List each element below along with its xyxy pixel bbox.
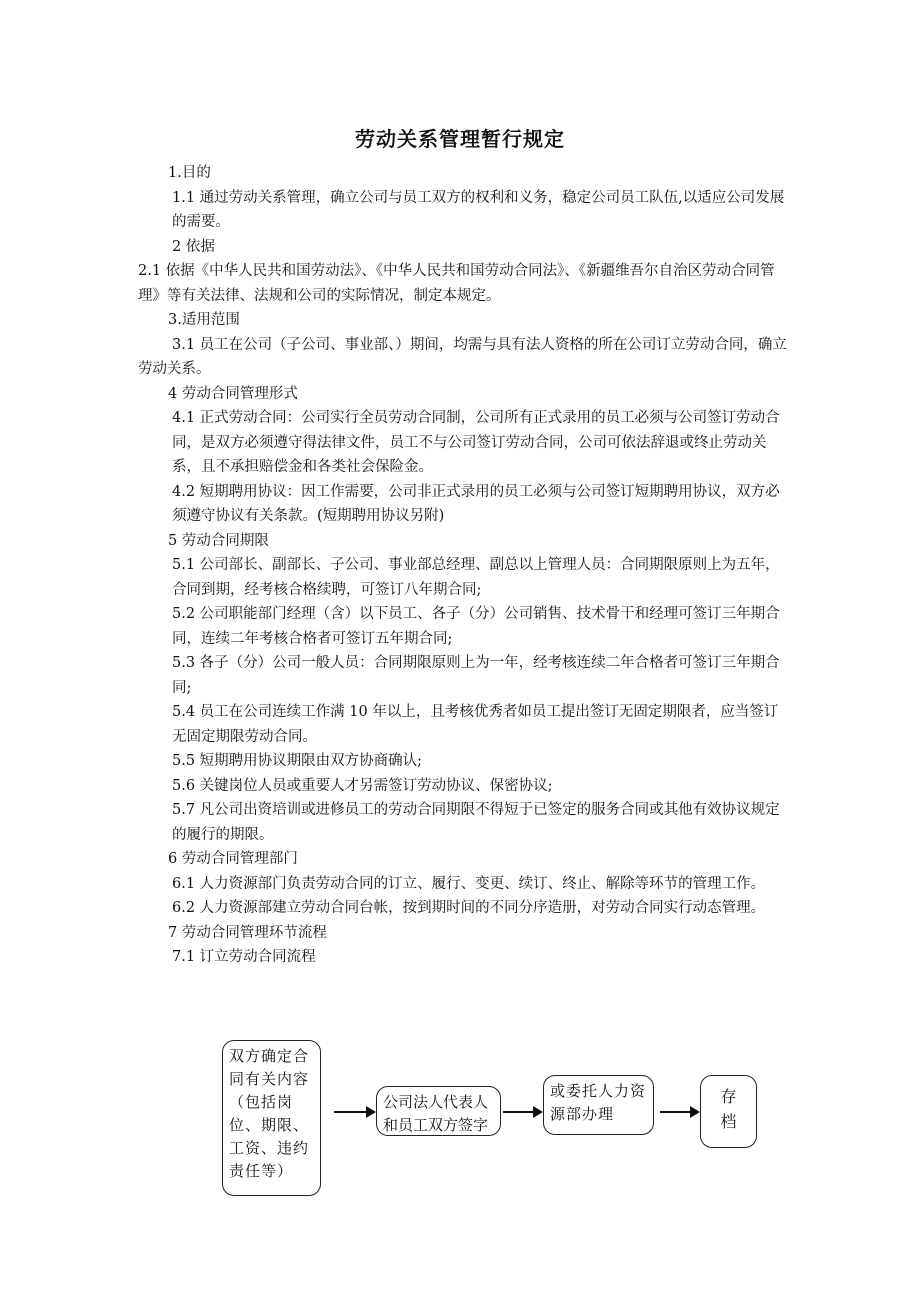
document-title: 劳动关系管理暂行规定 <box>355 127 565 151</box>
para-4-2: 4.2 短期聘用协议：因工作需要，公司非正式录用的员工必须与公司签订短期聘用协议，双方必须遵守协议有关条款。(短期聘用协议另附) <box>172 483 780 524</box>
flow-arrow-1 <box>334 1111 374 1113</box>
heading-2: 2 依据 <box>172 238 215 255</box>
para-6-1: 6.1 人力资源部门负责劳动合同的订立、履行、变更、续订、终止、解除等环节的管理工作。 <box>172 875 766 892</box>
para-3-1: 3.1 员工在公司（子公司、事业部、）期间，均需与具有法人资格的所在公司订立劳动合同，确立劳动关系。 <box>138 336 787 377</box>
flow-arrow-2 <box>503 1111 541 1113</box>
para-1-1-text: 1.1 通过劳动关系管理，确立公司与员工双方的权利和义务，稳定公司员工队伍,以适应公司发展的需要。 <box>172 189 785 230</box>
para-5-1: 5.1 公司部长、副部长、子公司、事业部总经理、副总以上管理人员：合同期限原则上为五年，合同到期，经考核合格续聘，可签订八年期合同; <box>172 557 780 598</box>
heading-6: 6 劳动合同管理部门 <box>168 851 298 867</box>
para-5-3: 5.3 各子（分）公司一般人员：合同期限原则上为一年，经考核连续二年合格者可签订三年期合同; <box>172 655 780 696</box>
contract-flowchart <box>222 1040 762 1198</box>
heading-1: 1.目的 <box>168 165 211 181</box>
flow-step-confirm-content: 双方确定合同有关内容（包括岗位、期限、工资、违约责任等） <box>222 1040 321 1196</box>
flow-step-sign: 公司法人代表人和员工双方签字 <box>376 1086 501 1136</box>
flow-arrow-3 <box>660 1111 698 1113</box>
para-5-2: 5.2 公司职能部门经理（含）以下员工、各子（分）公司销售、技术骨干和经理可签订三年期合同，连续二年考核合格者可签订五年期合同; <box>172 606 780 647</box>
heading-4: 4 劳动合同管理形式 <box>168 385 298 402</box>
para-5-5: 5.5 短期聘用协议期限由双方协商确认; <box>172 753 423 769</box>
heading-5: 5 劳动合同期限 <box>168 532 269 549</box>
para-1-1 <box>138 186 788 235</box>
para-5-4: 5.4 员工在公司连续工作满 10 年以上，且考核优秀者如员工提出签订无固定期限者，应当签订无固定期限劳动合同。 <box>172 704 779 745</box>
heading-3: 3.适用范围 <box>168 312 240 328</box>
para-5-6: 5.6 关键岗位人员或重要人才另需签订劳动协议、保密协议; <box>172 777 553 794</box>
para-4-1: 4.1 正式劳动合同：公司实行全员劳动合同制，公司所有正式录用的员工必须与公司签订劳动合同，是双方必须遵守得法律文件，员工不与公司签订劳动合同，公司可依法辞退或终止劳动关系，且不承担赔偿金和各类社会保险金。 <box>172 410 780 475</box>
document-body <box>138 161 788 970</box>
heading-7: 7 劳动合同管理环节流程 <box>168 924 327 941</box>
flow-step-delegate-hr: 或委托人力资源部办理 <box>543 1075 654 1135</box>
para-6-2: 6.2 人力资源部建立劳动合同台帐，按到期时间的不同分序造册，对劳动合同实行动态管理。 <box>172 900 766 916</box>
para-2-1: 2.1 依据《中华人民共和国劳动法》、《中华人民共和国劳动合同法》、《新疆维吾尔自治区劳动合同管理》等有关法律、法规和公司的实际情况，制定本规定。 <box>138 263 775 304</box>
para-7-1: 7.1 订立劳动合同流程 <box>172 949 316 965</box>
flow-step-archive: 存档 <box>700 1075 757 1148</box>
para-5-7: 5.7 凡公司出资培训或进修员工的劳动合同期限不得短于已签定的服务合同或其他有效协议规定的履行的期限。 <box>172 802 780 843</box>
